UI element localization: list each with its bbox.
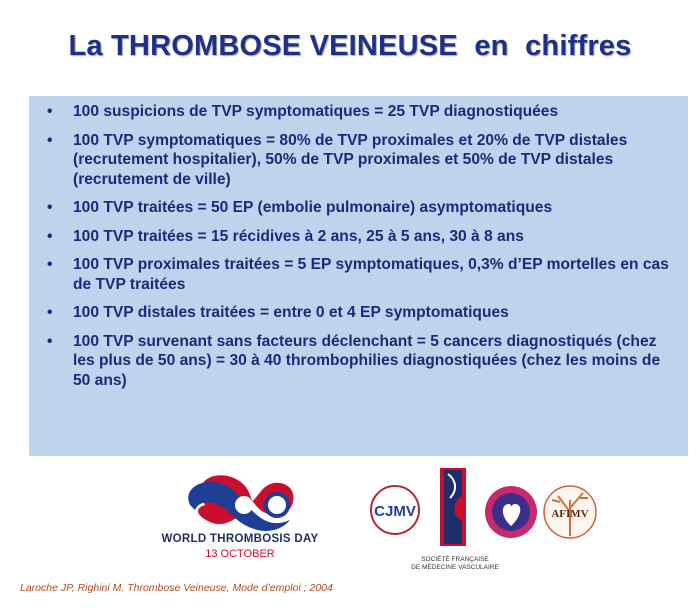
sfmv-name: SOCIÉTÉ FRANÇAISE DE MÉDECINE VASCULAIRE (411, 556, 499, 571)
fact-item: • 100 TVP traitées = 50 EP (embolie pulmonaire) asymptomatiques (43, 198, 672, 218)
wtd-date: 13 OCTOBER (205, 548, 275, 560)
fact-item: • 100 TVP proximales traitées = 5 EP symptomatiques, 0,3% d’EP mortelles en cas de TVP traitées (43, 255, 672, 294)
world-thrombosis-day-logo (188, 475, 293, 531)
fact-item: • 100 TVP distales traitées = entre 0 et 4 EP symptomatiques (43, 303, 672, 323)
cjmv-text: CJMV (374, 503, 416, 520)
ensemble-vaisseaux-logo (485, 486, 537, 538)
wtd-name: WORLD THROMBOSIS DAY (161, 533, 319, 545)
fact-item: • 100 TVP traitées = 15 récidives à 2 ans, 25 à 5 ans, 30 à 8 ans (43, 227, 672, 247)
fact-item: • 100 TVP survenant sans facteurs déclenchant = 5 cancers diagnostiqués (chez les plus de 50 ans) = 30 à 40 thrombophilies diagnostiquées (chez les moins de 50 ans) (43, 332, 672, 391)
fact-item: • 100 suspicions de TVP symptomatiques = 25 TVP diagnostiquées (43, 102, 672, 122)
sfmv-logo (440, 468, 466, 546)
afimv-logo (544, 486, 596, 538)
citation: Laroche JP, Righini M. Thrombose Veineuse, Mode d’emploi ; 2004 (20, 582, 333, 594)
cjmv-logo (371, 486, 419, 534)
page-title: La THROMBOSE VEINEUSE en chiffres (68, 30, 632, 62)
facts-list (29, 96, 688, 390)
afimv-text: AFIMV (551, 508, 589, 520)
fact-item: • 100 TVP symptomatiques = 80% de TVP proximales et 20% de TVP distales (recrutement hospitalier), 50% de TVP proximales et 50% de TVP distales (recrutement de ville) (43, 131, 672, 190)
logos-strip (0, 460, 700, 600)
facts-box (29, 96, 688, 456)
